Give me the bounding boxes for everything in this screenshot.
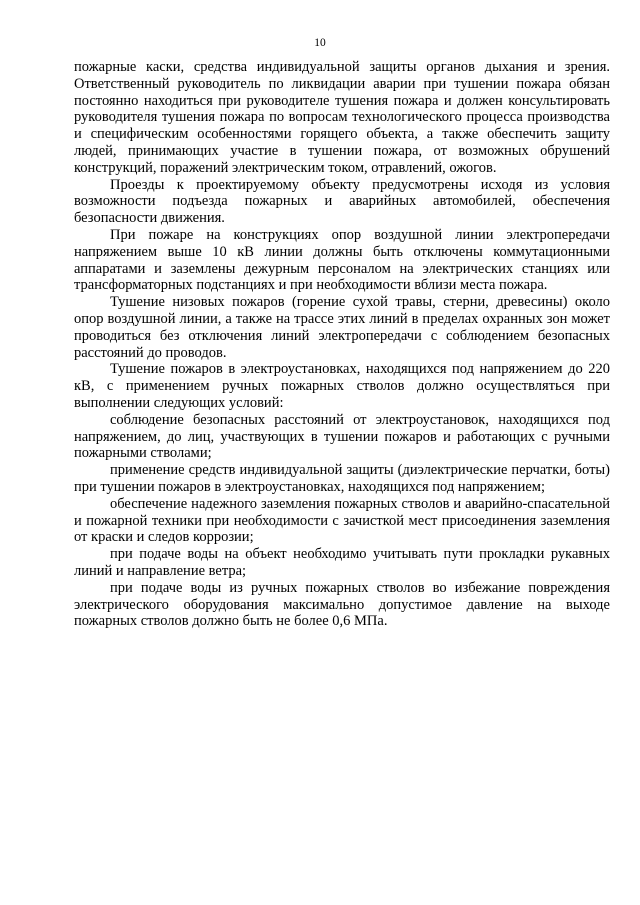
paragraph-overhead-line-fire: При пожаре на конструкциях опор воздушной линии электропередачи напряжением выше 10 кВ линии должны быть отключены коммутационными аппаратами и заземлены дежурным персоналом на электрических станциях или трансформаторных подстанциях и при необходимости вблизи места пожара.: [74, 226, 610, 294]
paragraph-access-roads: Проезды к проектируемому объекту предусмотрены исходя из условия возможности подъезда пожарных и аварийных автомобилей, обеспечения безопасности движения.: [74, 176, 610, 227]
paragraph-live-installations: Тушение пожаров в электроустановках, находящихся под напряжением до 220 кВ, с применением ручных пожарных стволов должно осуществляться при выполнении следующих условий:: [74, 361, 610, 411]
document-body: [74, 59, 610, 630]
list-item-safe-distances: соблюдение безопасных расстояний от электроустановок, находящихся под напряжением, до лиц, участвующих в тушении пожаров и работающих с ручными пожарными стволами;: [74, 411, 610, 462]
list-item-protective-equipment: применение средств индивидуальной защиты (диэлектрические перчатки, боты) при тушении пожаров в электроустановках, находящихся под напряжением;: [74, 462, 610, 495]
list-item-hose-lines: при подаче воды на объект необходимо учитывать пути прокладки рукавных линий и направление ветра;: [74, 546, 610, 579]
list-item-grounding: обеспечение надежного заземления пожарных стволов и аварийно-спасательной и пожарной техники при необходимости с зачисткой мест присоединения заземления от краски и следов коррозии;: [74, 495, 610, 546]
page-number: 10: [314, 37, 326, 49]
list-item-max-pressure: при подаче воды из ручных пожарных стволов во избежание повреждения электрического оборудования максимально допустимое давление на выходе пожарных стволов должно быть не более 0,6 МПа.: [74, 579, 610, 630]
paragraph-ground-fires: Тушение низовых пожаров (горение сухой травы, стерни, древесины) около опор воздушной линии, а также на трассе этих линий в пределах охранных зон может проводиться без отключения линий электропередачи с соблюдением безопасных расстояний до проводов.: [74, 294, 610, 361]
paragraph-continuation: пожарные каски, средства индивидуальной защиты органов дыхания и зрения. Ответственный руководитель по ликвидации аварии при тушении пожара обязан постоянно находиться при руководителе тушения пожара и должен консультировать руководителя тушения пожара по вопросам технологического процесса производства и специфическим особенностями горящего объекта, а также обеспечить защиту людей, принимающих участие в тушении пожара, от возможных обрушений конструкций, поражений электрическим током, отравлений, ожогов.: [74, 59, 610, 176]
